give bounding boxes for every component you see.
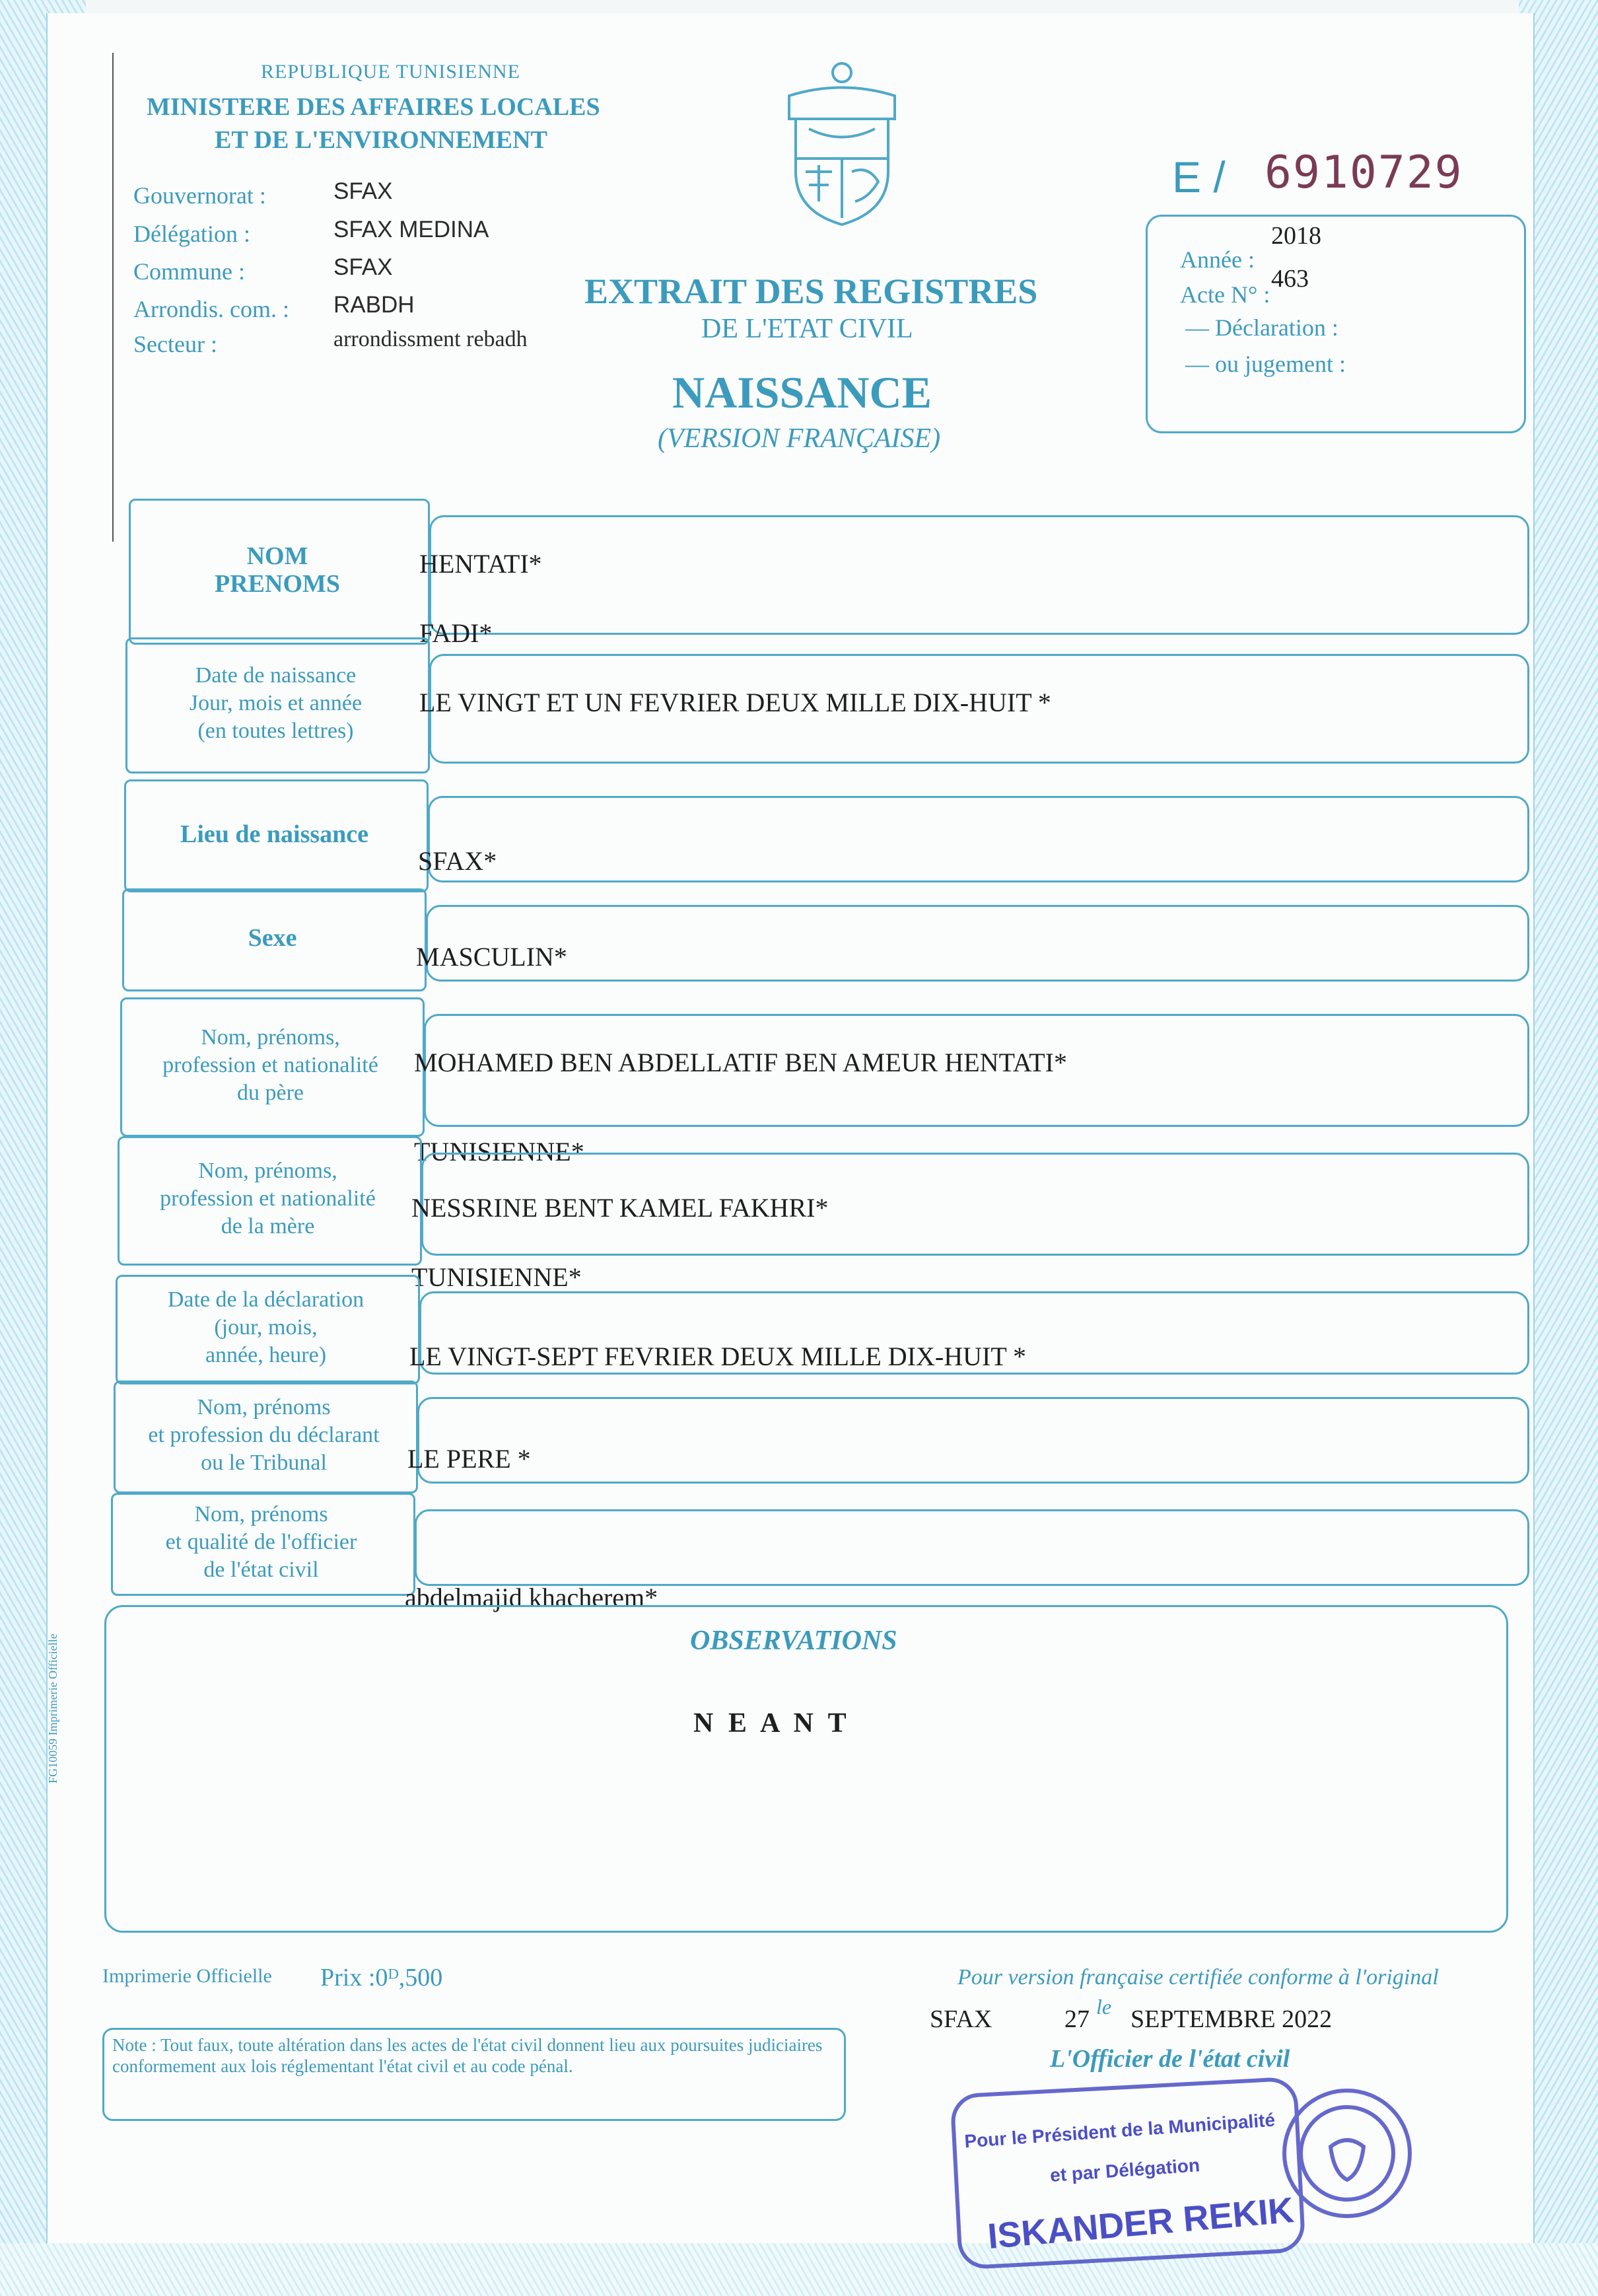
side-print-code: FG10059 Imprimerie Officielle (46, 1633, 59, 1783)
ministry-line2: ET DE L'ENVIRONNEMENT (215, 126, 547, 154)
republic-label: REPUBLIQUE TUNISIENNE (261, 61, 520, 83)
price-label: Prix :0ᴰ,500 (320, 1964, 443, 1991)
row-label-text: de la mère (221, 1214, 315, 1238)
row-label-text: Date de naissance (195, 663, 357, 688)
row-label-text: (en toutes lettres) (197, 719, 354, 743)
imprimerie-label: Imprimerie Officielle (102, 1965, 272, 1987)
observations-value: N E A N T (693, 1708, 851, 1739)
doc-title-line1: EXTRAIT DES REGISTRES (584, 271, 1038, 311)
row-label-text: de l'état civil (203, 1558, 319, 1582)
doc-title-version: (VERSION FRANÇAISE) (658, 423, 941, 454)
signature-place: SFAX (930, 2005, 992, 2033)
row-label-text: et qualité de l'officier (165, 1530, 357, 1554)
header-divider (112, 53, 114, 542)
row-value-box (417, 1397, 1529, 1484)
row-value-text: TUNISIENNE* (411, 1262, 582, 1292)
signature-le: le (1096, 1995, 1112, 2019)
admin-label: Délégation : (133, 221, 250, 247)
admin-value: SFAX MEDINA (333, 217, 489, 242)
row-value-text: NESSRINE BENT KAMEL FAKHRI* (411, 1193, 829, 1223)
row-value-text: SFAX* (418, 846, 497, 876)
serial-prefix: E / (1172, 153, 1226, 201)
jugement-label: — ou jugement : (1185, 351, 1346, 377)
row-label-text: Nom, prénoms (194, 1502, 328, 1526)
official-stamp (951, 2074, 1426, 2272)
stamp-line2: et par Délégation (1049, 2155, 1200, 2186)
row-label-text: Lieu de naissance (180, 820, 369, 848)
row-label-text: Nom, prénoms, (198, 1159, 337, 1183)
observations-title: OBSERVATIONS (690, 1626, 897, 1656)
officer-title: L'Officier de l'état civil (1050, 2045, 1290, 2073)
row-label-text: profession et nationalité (162, 1052, 378, 1077)
row-value-box (428, 796, 1529, 882)
admin-value: SFAX (333, 178, 393, 204)
row-value-box (429, 515, 1529, 635)
declaration-label: — Déclaration : (1185, 314, 1338, 341)
admin-label: Gouvernorat : (133, 182, 266, 209)
admin-value: arrondissment rebadh (333, 327, 528, 351)
row-label-text: ou le Tribunal (201, 1450, 327, 1475)
admin-value: SFAX (333, 254, 393, 280)
admin-label: Secteur : (133, 331, 217, 357)
acte-number-value: 463 (1271, 265, 1309, 293)
row-label-text: (jour, mois, (214, 1315, 318, 1340)
row-value-text: HENTATI* (419, 549, 542, 579)
doc-title-line2: DE L'ETAT CIVIL (701, 314, 913, 344)
row-label-text: Sexe (248, 924, 297, 952)
admin-label: Arrondis. com. : (133, 296, 289, 322)
row-value-box (415, 1509, 1529, 1586)
row-label-text: Nom, prénoms, (201, 1024, 340, 1050)
row-value-box (426, 905, 1529, 982)
row-label-text: NOM (246, 542, 308, 570)
signature-day: 27 (1064, 2005, 1090, 2033)
row-value-text: TUNISIENNE* (414, 1137, 584, 1166)
row-label-text: du père (236, 1080, 304, 1105)
acte-number-label: Acte N° : (1180, 281, 1270, 308)
row-label-text: Nom, prénoms (197, 1394, 331, 1419)
row-value-text: MOHAMED BEN ABDELLATIF BEN AMEUR HENTATI* (414, 1048, 1068, 1077)
row-label-text: Date de la déclaration (167, 1287, 365, 1312)
row-value-text: FADI* (419, 618, 493, 648)
annee-label: Année : (1180, 246, 1255, 273)
coat-of-arms-icon (769, 59, 915, 231)
row-value-text: LE VINGT-SEPT FEVRIER DEUX MILLE DIX-HUIT * (409, 1342, 1027, 1371)
row-value-text: LE VINGT ET UN FEVRIER DEUX MILLE DIX-HUIT * (419, 688, 1051, 717)
serial-number: 6910729 (1265, 147, 1463, 199)
row-value-text: abdelmajid khacherem* (405, 1583, 658, 1612)
annee-value: 2018 (1271, 222, 1321, 250)
admin-value: RABDH (333, 292, 415, 318)
row-label-text: année, heure) (205, 1343, 327, 1367)
stamp-name: ISKANDER REKIK (986, 2190, 1296, 2257)
note-text: Note : Tout faux, toute altération dans les actes de l'état civil donnent lieu aux poursuites judiciaires conformement aux lois réglementant l'état civil et au code pénal. (112, 2035, 823, 2076)
admin-label: Commune : (133, 258, 245, 285)
doc-title-naissance: NAISSANCE (672, 367, 932, 417)
row-label-text: PRENOMS (215, 569, 340, 598)
row-label-text: Jour, mois et année (189, 691, 363, 715)
row-value-text: LE PERE * (407, 1444, 531, 1474)
signature-month-year: SEPTEMBRE 2022 (1130, 2005, 1333, 2033)
stamp-line1: Pour le Président de la Municipalité (963, 2109, 1276, 2152)
row-label-text: et profession du déclarant (148, 1422, 380, 1447)
certified-text: Pour version française certifiée conforme à l'original (957, 1965, 1439, 1990)
ministry-line1: MINISTERE DES AFFAIRES LOCALES (147, 93, 600, 121)
row-label-text: profession et nationalité (160, 1186, 376, 1211)
row-value-text: MASCULIN* (416, 942, 567, 972)
